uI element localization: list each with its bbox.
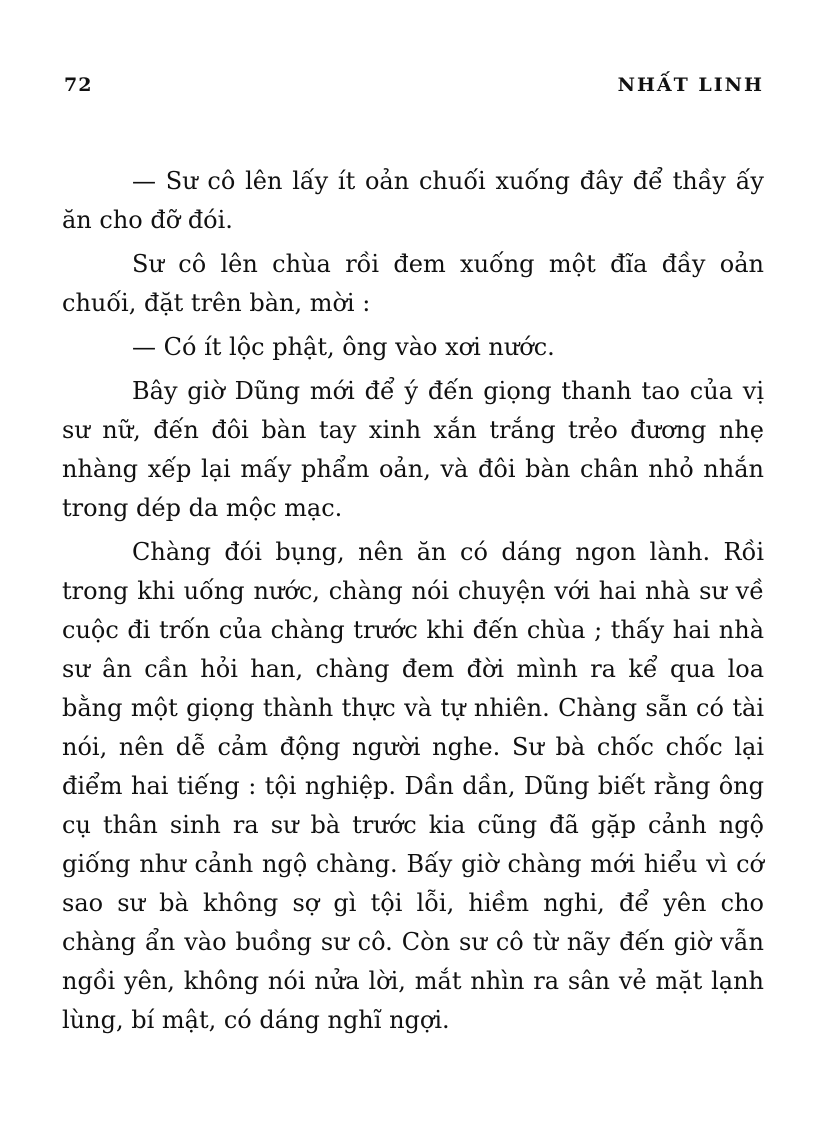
paragraph: — Sư cô lên lấy ít oản chuối xuống đây để thầy ấy ăn cho đỡ đói. — [62, 167, 764, 234]
page-header — [64, 74, 764, 104]
page-number: 72 — [64, 74, 93, 96]
body-text — [62, 162, 764, 1045]
paragraph: — Có ít lộc phật, ông vào xơi nước. — [132, 333, 555, 361]
paragraph: Sư cô lên chùa rồi đem xuống một đĩa đầy oản chuối, đặt trên bàn, mời : — [62, 250, 764, 317]
paragraph: Chàng đói bụng, nên ăn có dáng ngon lành. Rồi trong khi uống nước, chàng nói chuyện với hai nhà sư về cuộc đi trốn của chàng trước khi đến chùa ; thấy hai nhà sư ân cần hỏi han, chàng đem đời mình ra kể qua loa bằng một giọng thành thực và tự nhiên. Chàng sẵn có tài nói, nên dễ cảm động người nghe. Sư bà chốc chốc lại điểm hai tiếng : tội nghiệp. Dần dần, Dũng biết rằng ông cụ thân sinh ra sư bà trước kia cũng đã gặp cảnh ngộ giống như cảnh ngộ chàng. Bấy giờ chàng mới hiểu vì cớ sao sư bà không sợ gì tội lỗi, hiềm nghi, để yên cho chàng ẩn vào buồng sư cô. Còn sư cô từ nãy đến giờ vẫn ngồi yên, không nói nửa lời, mắt nhìn ra sân vẻ mặt lạnh lùng, bí mật, có dáng nghĩ ngợi. — [62, 538, 764, 1034]
running-head-author: NHẤT LINH — [617, 74, 764, 96]
paragraph: Bây giờ Dũng mới để ý đến giọng thanh tao của vị sư nữ, đến đôi bàn tay xinh xắn trắng trẻo đương nhẹ nhàng xếp lại mấy phẩm oản, và đôi bàn chân nhỏ nhắn trong dép da mộc mạc. — [62, 377, 764, 522]
